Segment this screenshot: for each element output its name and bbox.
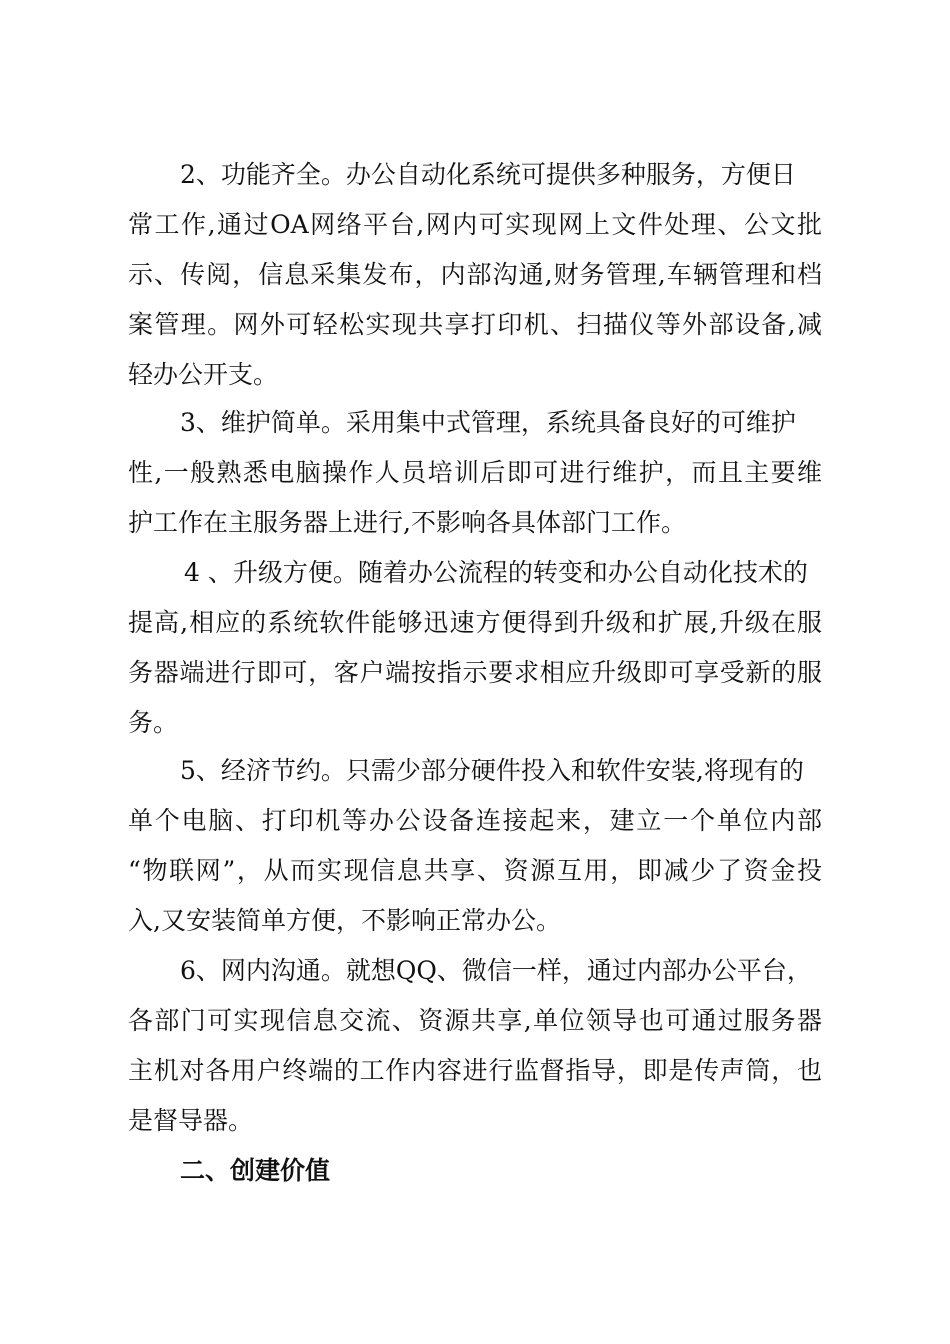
para5-line-2: 单个电脑、打印机等办公设备连接起来，建立一个单位内部 xyxy=(128,806,822,835)
para3-line-3: 护工作在主服务器上进行,不影响各具体部门工作。 xyxy=(128,508,686,537)
para5-line-4: 入,又安装简单方便，不影响正常办公。 xyxy=(128,906,561,935)
para4-line-4: 务。 xyxy=(128,708,179,737)
para5-line-1: 5、经济节约。只需少部分硬件投入和软件安装,将现有的 xyxy=(180,756,804,785)
para4-line-2: 提高,相应的系统软件能够迅速方便得到升级和扩展,升级在服 xyxy=(128,608,822,637)
para6-line-4: 是督导器。 xyxy=(128,1106,254,1135)
para6-line-1: 6、网内沟通。就想QQ、微信一样，通过内部办公平台， xyxy=(180,956,812,985)
para2-line-3: 示、传阅，信息采集发布，内部沟通,财务管理,车辆管理和档 xyxy=(128,260,822,289)
para5-line-3: “物联网”，从而实现信息共享、资源互用，即减少了资金投 xyxy=(128,856,822,885)
section-heading: 二、创建价值 xyxy=(180,1156,331,1185)
para3-line-1: 3、维护简单。采用集中式管理，系统具备良好的可维护 xyxy=(180,408,796,437)
para2-line-1: 2、功能齐全。办公自动化系统可提供多种服务，方便日 xyxy=(180,160,796,189)
para2-line-4: 案管理。网外可轻松实现共享打印机、扫描仪等外部设备,减 xyxy=(128,310,822,339)
para2-line-2: 常工作,通过OA网络平台,网内可实现网上文件处理、公文批 xyxy=(128,210,822,239)
para6-line-2: 各部门可实现信息交流、资源共享,单位领导也可通过服务器 xyxy=(128,1006,822,1035)
para2-line-5: 轻办公开支。 xyxy=(128,360,279,389)
para4-line-3: 务器端进行即可，客户端按指示要求相应升级即可享受新的服 xyxy=(128,658,822,687)
para6-line-3: 主机对各用户终端的工作内容进行监督指导，即是传声筒，也 xyxy=(128,1056,822,1085)
para3-line-2: 性,一般熟悉电脑操作人员培训后即可进行维护，而且主要维 xyxy=(128,458,822,487)
para4-line-1: 4 、升级方便。随着办公流程的转变和办公自动化技术的 xyxy=(184,558,808,587)
